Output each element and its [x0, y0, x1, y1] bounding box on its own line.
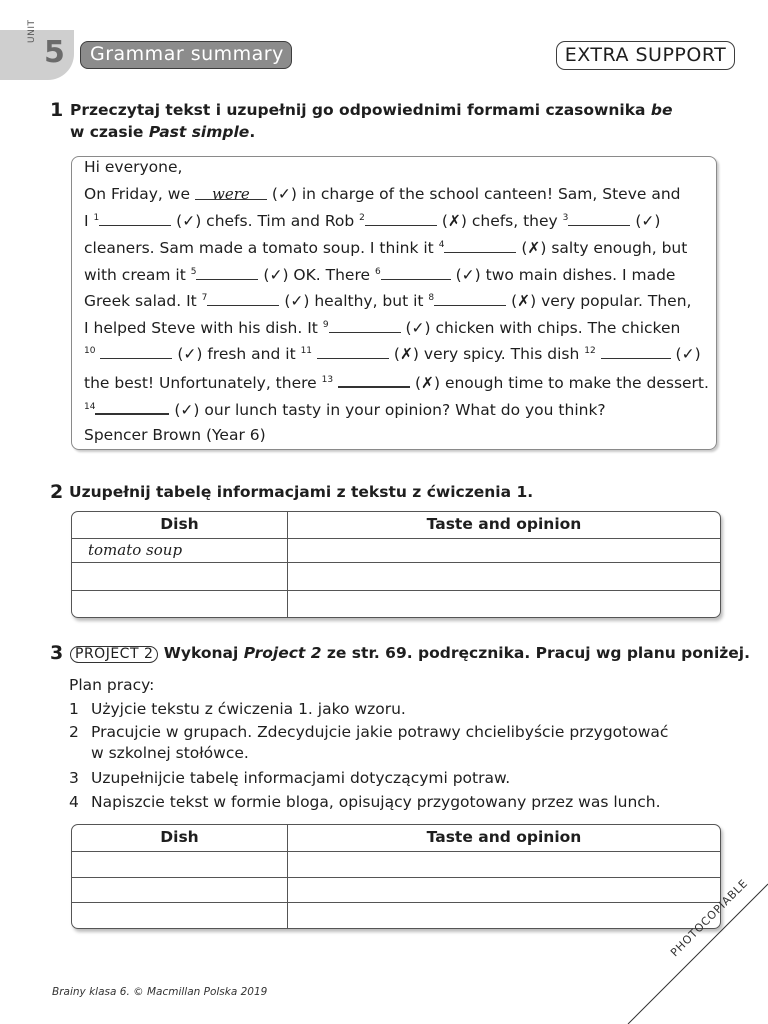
unit-number: 5 — [44, 35, 65, 70]
gap-13[interactable] — [338, 372, 410, 388]
gap-8[interactable] — [434, 291, 506, 306]
plan-number: 3 — [69, 769, 79, 787]
instr-italic: be — [650, 101, 673, 119]
text-span: (✓) — [670, 345, 701, 363]
text-span: I helped Steve with his dish. It — [84, 319, 323, 337]
project-label: PROJECT 2 — [70, 646, 158, 663]
exercise-1-instruction-line2 — [70, 123, 255, 141]
gap-7[interactable] — [207, 291, 279, 306]
gap-example — [195, 185, 267, 203]
cell-taste[interactable] — [288, 852, 720, 877]
text-span: (✓) chefs. Tim and Rob — [171, 212, 360, 230]
footer-book: Brainy klasa 6 — [52, 986, 127, 998]
text-span: (✗) very popular. Then, — [506, 292, 692, 310]
cell-taste[interactable] — [288, 563, 720, 590]
gap-5[interactable] — [196, 265, 258, 280]
exercise-2-number: 2 — [50, 481, 64, 503]
gap-14[interactable] — [95, 399, 169, 415]
gap-4[interactable] — [444, 238, 516, 253]
gap-number: 6 — [374, 267, 381, 277]
plan-number: 4 — [69, 793, 79, 811]
plan-text: Pracujcie w grupach. Zdecydujcie jakie potrawy chcielibyście przygotować — [91, 723, 669, 741]
exercise-2-instruction: Uzupełnij tabelę informacjami z tekstu z ćwiczenia 1. — [69, 483, 534, 501]
cell-dish[interactable] — [72, 903, 288, 928]
instr-text: Przeczytaj tekst i uzupełnij go odpowiednimi formami czasownika — [70, 101, 651, 119]
exercise-3-number: 3 — [50, 642, 64, 664]
instr-italic: Project 2 — [243, 644, 322, 662]
cell-dish[interactable] — [72, 852, 288, 877]
cell-dish[interactable] — [72, 878, 288, 902]
text-line-9 — [84, 372, 709, 392]
cell-dish[interactable] — [72, 539, 288, 562]
text-span: I — [84, 212, 94, 230]
text-span: (✓) chicken with chips. The chicken — [400, 319, 681, 337]
gap-9[interactable] — [329, 318, 401, 333]
text-span: (✓) fresh and it — [172, 345, 301, 363]
instr-text: ze str. 69. podręcznika. Pracuj wg planu poniżej. — [321, 644, 750, 662]
text-line-8 — [84, 344, 701, 363]
plan-text: Użyjcie tekstu z ćwiczenia 1. jako wzoru. — [91, 700, 406, 718]
table-row — [72, 538, 720, 562]
text-line-3 — [84, 211, 660, 230]
gap-11[interactable] — [317, 344, 389, 359]
plan-text: Uzupełnijcie tabelę informacjami dotyczącymi potraw. — [91, 769, 511, 787]
exercise-1-number: 1 — [50, 99, 64, 121]
section-title: Grammar summary — [80, 41, 292, 69]
footer-copyright — [52, 986, 267, 998]
plan-title: Plan pracy: — [69, 676, 155, 694]
table-row — [72, 590, 720, 617]
col-header-dish: Dish — [72, 512, 288, 538]
unit-word: UNIT — [27, 19, 37, 43]
text-span: with cream it — [84, 266, 191, 284]
text-span: (✓) our lunch tasty in your opinion? What do you think? — [169, 401, 606, 419]
gap-2[interactable] — [365, 211, 437, 226]
gap-number: 4 — [438, 240, 445, 250]
plan-text: Napiszcie tekst w formie bloga, opisujący przygotowany przez was lunch. — [91, 793, 661, 811]
gap-12[interactable] — [601, 344, 671, 359]
photocopiable-label: PHOTOCOPIABLE — [668, 876, 751, 960]
exercise-2-table — [71, 511, 721, 618]
gap-number: 7 — [201, 293, 208, 303]
gap-number: 5 — [190, 267, 197, 277]
table-header-row — [72, 512, 720, 538]
text-span: (✗) chefs, they — [436, 212, 563, 230]
gap-number: 11 — [300, 346, 313, 356]
text-line-11: Spencer Brown (Year 6) — [84, 426, 266, 444]
plan-number: 2 — [69, 723, 79, 741]
table-row — [72, 851, 720, 877]
text-line-7 — [84, 318, 680, 337]
gap-1[interactable] — [99, 211, 171, 226]
col-header-taste: Taste and opinion — [426, 828, 582, 846]
cell-taste[interactable] — [288, 539, 720, 562]
gap-number: 1 — [93, 213, 100, 223]
table-header-row — [72, 825, 720, 851]
plan-item-1 — [69, 700, 406, 718]
gap-6[interactable] — [381, 265, 451, 280]
col-header-dish: Dish — [72, 825, 288, 851]
text-span: Greek salad. It — [84, 292, 202, 310]
gap-number: 9 — [322, 320, 329, 330]
dish-answer: tomato soup — [88, 541, 183, 559]
table-row — [72, 562, 720, 590]
footer-rest: . © Macmillan Polska 2019 — [126, 986, 268, 998]
gap-number: 8 — [428, 293, 435, 303]
text-line-6 — [84, 291, 691, 310]
text-line-5 — [84, 265, 675, 284]
cell-dish[interactable] — [72, 591, 288, 617]
cell-dish[interactable] — [72, 563, 288, 590]
instr-text: w czasie — [70, 123, 149, 141]
text-span: (✓) healthy, but it — [279, 292, 429, 310]
gap-number: 3 — [562, 213, 569, 223]
text-span: On Friday, we — [84, 185, 195, 203]
gap-number: 14 — [84, 402, 96, 412]
gap-number: 10 — [84, 346, 96, 356]
text-line-4 — [84, 238, 687, 257]
text-line-1: Hi everyone, — [84, 158, 183, 176]
gap-10[interactable] — [100, 344, 172, 359]
plan-item-4 — [69, 793, 661, 811]
instr-italic: Past simple — [148, 123, 250, 141]
gap-number: 12 — [584, 346, 596, 356]
exercise-1-instruction — [70, 101, 672, 119]
text-line-10 — [84, 399, 606, 419]
text-span: (✓) OK. There — [258, 266, 375, 284]
gap-3[interactable] — [568, 211, 630, 226]
gap-number: 13 — [321, 375, 334, 385]
text-span: (✗) enough time to make the dessert. — [410, 374, 709, 392]
gap-number: 2 — [359, 213, 365, 223]
exercise-3-instruction — [70, 644, 750, 663]
text-span: (✓) two main dishes. I made — [450, 266, 676, 284]
plan-item-2 — [69, 723, 668, 741]
text-line-2 — [84, 185, 681, 203]
plan-number: 1 — [69, 700, 79, 718]
text-span: (✓) in charge of the school canteen! Sam, Steve and — [266, 185, 681, 203]
plan-item-2-cont: w szkolnej stołówce. — [91, 744, 249, 762]
text-span: the best! Unfortunately, there — [84, 374, 322, 392]
col-header-taste: Taste and opinion — [426, 515, 582, 533]
text-span: cleaners. Sam made a tomato soup. I think it — [84, 239, 439, 257]
text-span: (✓) — [630, 212, 661, 230]
instr-text: Wykonaj — [158, 644, 244, 662]
photocopiable-corner-line — [620, 880, 768, 1024]
instr-text: . — [249, 123, 256, 141]
plan-item-3 — [69, 769, 510, 787]
text-span: (✗) very spicy. This dish — [388, 345, 585, 363]
cell-taste[interactable] — [288, 591, 720, 617]
extra-support-label: EXTRA SUPPORT — [556, 41, 735, 70]
example-answer: were — [212, 185, 250, 203]
text-span: (✗) salty enough, but — [516, 239, 688, 257]
